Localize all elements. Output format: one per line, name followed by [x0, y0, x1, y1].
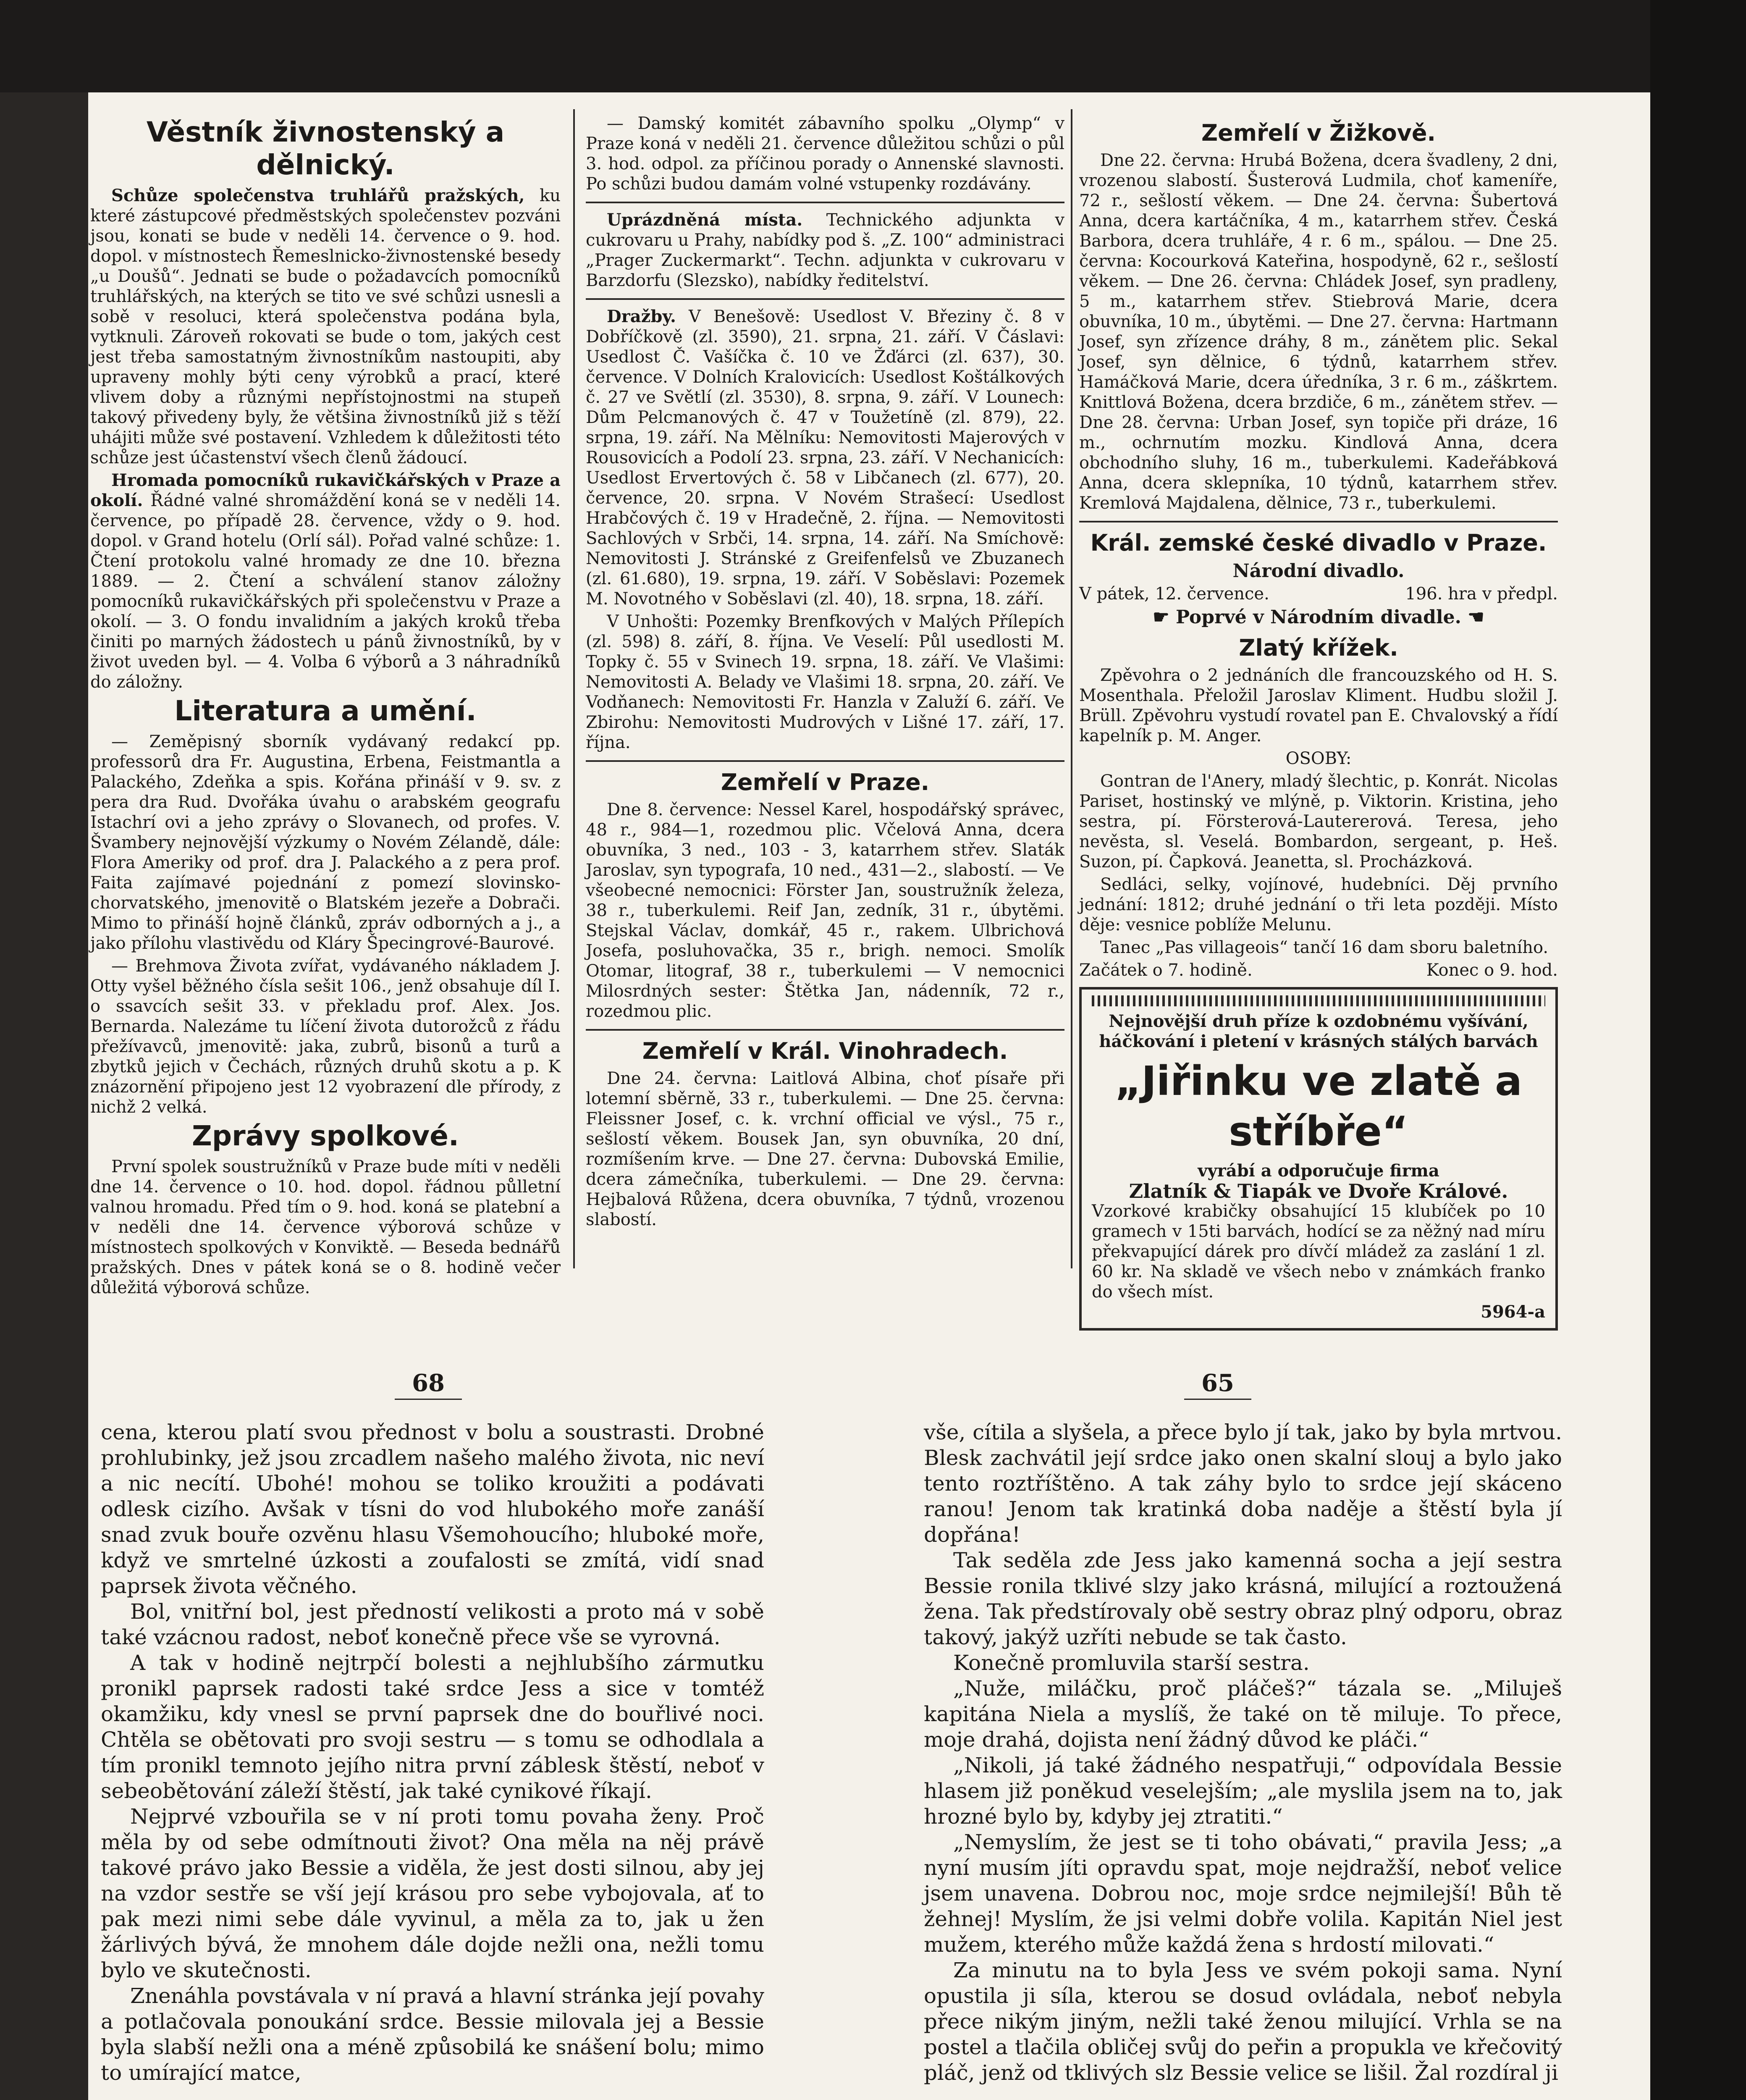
novel-paragraph: Za minutu na to byla Jess ve svém pokoji sama. Nyní opustila ji síla, kterou se dosud ovládala, neboť nebyla přece nikým jiným, nežli také ženou milující. Vrhla se na postel a tlačila obličej svůj do peřin a propukla ve křečovitý pláč, jenž od tklivých slz Bessie velice se lišil. Žal rozdíral ji	[924, 1958, 1562, 2085]
ad-text: Vzorkové krabičky obsahující 15 klubíček po 10 gramech v 15ti barvách, hodící se za něžný nad míru překvapující dárek pro dívčí mládež za zaslání 1 zl. 60 kr. Na skladě ve všech nebo v známkách franko do všech míst.	[1092, 1202, 1545, 1302]
ad-title: „Jiřinku ve zlatě a stříbře“	[1115, 1058, 1522, 1155]
novel-paragraph: „Nemyslím, že jest se ti toho obávati,“ pravila Jess; „a nyní musím jíti opravdu spat, moje nejdražší, neboť velice jsem unavena. Dobrou noc, moje srdce nejmilejší! Bůh tě žehnej! Myslím, že jsi velmi dobře volila. Kapitán Niel jest mužem, kterého může každá žena s hrdostí milovati.“	[924, 1830, 1562, 1957]
divider	[586, 298, 1064, 300]
column-1	[90, 113, 561, 1300]
ad-intro: Nejnovější druh příze k ozdobnému vyšívání, háčkování i pletení v krásných stálých barvách	[1099, 1011, 1538, 1051]
premiere-line	[1079, 606, 1558, 628]
paragraph: Dne 24. června: Laitlová Albina, choť písaře při lotemní sběrně, 33 r., tuberkulemi. — Dne 25. června: Fleissner Josef, c. k. vrchní official ve výsl., 75 r., sešlostí věkem. Bousek Jan, syn obuvníka, 20 dní, rozmíšením krve. — Dne 27. června: Dubovská Emilie, dcera zámečníka, tuberkulemi. — Dne 29. června: Hejbalová Růžena, dcera obuvníka, 7 týdnů, vrozenou slabostí.	[586, 1069, 1064, 1229]
novel-paragraph: „Nikoli, já také žádného nespatřuji,“ odpovídala Bessie hlasem již poněkud veselejším; „ale myslila jsem na to, jak hrozné bylo by, kdyby jej ztratiti.“	[924, 1753, 1562, 1829]
heading-zpravy: Zprávy spolkové.	[191, 1120, 459, 1152]
page-number-rule	[1184, 1399, 1251, 1400]
paragraph: — Zeměpisný sborník vydávaný redakcí pp. professorů dra Fr. Augustina, Erbena, Feistmantla a Palackého, Zdeňka a spis. Kořána přináší v 9. sv. z pera dra Rud. Dvořáka úvahu o arabském geografu Istachrí ovi a jeho zprávy o Slovanech, od profes. V. Švambery nejnovější výzkumy o Novém Zélandě, dále: Flora Ameriky od prof. dra J. Palackého a z pera prof. Faita zajímavé pojednání z pomezí slovinsko-chorvatského, jmenovitě o Blatském jezeře a Dobrači. Mimo to přináší hojně článků, zpráv odborných a j., a jako přílohu vlastivědu od Kláry Špecingrové-Baurové.	[90, 732, 561, 953]
paragraph: Tanec „Pas villageois“ tančí 16 dam sboru baletního.	[1100, 938, 1549, 957]
page-number-rule	[395, 1399, 462, 1400]
item-text: V Benešově: Usedlost V. Březiny č. 8 v Dobříčkově (zl. 3590), 21. srpna, 21. září. V Čáslavi: Usedlost Č. Vašíčka č. 10 ve Žďárci (zl. 637), 30. července. V Dolních Kralovicích: Usedlost Koštálkových č. 27 ve Světlí (zl. 3530), 8. srpna, 9. září. V Lounech: Dům Pelcmanových č. 47 v Toužetíně (zl. 879), 22. srpna, 19. září. Na Mělníku: Nemovitosti Majerových v Rousovicích a Podolí 23. srpna, 23. září. V Nechanicích: Usedlost Ervertových č. 58 v Libčanech (zl. 677), 20. července, 20. srpna. V Novém Strašecí: Usedlost Hrabčových č. 19 v Hradečně, 2. října. — Nemovitosti Sachlových v Srbči, 14. srpna, 14. září. Na Smíchově: Nemovitosti J. Stránské z Greifenfelsů ve Zbuzanech (zl. 61.680), 19. srpna, 19. září. V Soběslavi: Pozemek M. Novotného v Soběslavi (zl. 40), 18. srpna, 18. září.	[586, 307, 1064, 609]
novel-paragraph: Konečně promluvila starší sestra.	[953, 1651, 1310, 1675]
pointing-hand-icon: ☚	[1461, 606, 1484, 628]
paragraph: Sedláci, selky, vojínové, hudebníci. Děj prvního jednání: 1812; druhé jednání o tři leta později. Místo děje: vesnice poblíže Melunu.	[1079, 875, 1558, 934]
cast-label: OSOBY:	[1285, 749, 1352, 768]
program-end: Konec o 9. hod.	[1426, 961, 1558, 980]
heading-zemreli-vinohrady: Zemřelí v Král. Vinohradech.	[642, 1038, 1008, 1064]
column-divider	[1071, 109, 1072, 1268]
paragraph: Zpěvohra o 2 jednáních dle francouzského od H. S. Mosenthala. Přeložil Jaroslav Kliment. Hudbu složil J. Brüll. Zpěvohru vystudí rovatel pan E. Chvalovský a řídí kapelník p. M. Anger.	[1079, 666, 1558, 746]
page-number-left: 68	[412, 1369, 445, 1397]
novel-column-left	[101, 1420, 764, 2086]
novel-paragraph: „Nuže, miláčku, proč pláčeš?“ tázala se. „Miluješ kapitána Niela a myslíš, že také on tě miluje. To přece, moje drahá, dojista není žádný důvod ke pláči.“	[924, 1676, 1562, 1752]
heading-divadlo: Král. zemské české divadlo v Praze.	[1090, 530, 1547, 556]
pointing-hand-icon: ☛	[1153, 606, 1176, 628]
ad-made-by: vyrábí a odporučuje firma	[1198, 1161, 1439, 1181]
paragraph: Gontran de l'Anery, mladý šlechtic, p. Konrát. Nicolas Pariset, hostinský ve mlýně, p. Viktorin. Kristina, jeho sestra, pí. Försterová-Lautererová. Teresa, jeho nevěsta, sl. Veselá. Bombardon, sergeant, p. Heš. Suzon, pí. Čapková. Jeanetta, sl. Procházková.	[1079, 772, 1558, 872]
ad-firm: Zlatník & Tiapák ve Dvoře Králové.	[1129, 1180, 1508, 1202]
paragraph: První spolek soustružníků v Praze bude míti v neděli dne 14. července o 10. hod. dopol. řádnou půlletní valnou hromadu. Před tím o 9. hod. koná se platební a v neděli dne 14. července výborová schůze v místnostech spolkových v Konviktě. — Beseda bednářů pražských. Dnes v pátek koná se o 8. hodině večer důležitá výborová schůze.	[90, 1157, 561, 1297]
column-divider	[573, 109, 575, 1268]
play-title: Zlatý křížek.	[1239, 635, 1398, 661]
paragraph: Dne 22. června: Hrubá Božena, dcera švadleny, 2 dni, vrozenou slabostí. Šusterová Ludmila, choť kameníře, 72 r., sešlostí věkem. — Dne 24. června: Šubertová Anna, dcera kartáčníka, 4 m., katarrhem střev. Česká Barbora, dcera truhláře, 4 r. 6 m., spálou. — Dne 25. června: Kocourková Kateřina, hospodyně, 62 r., sešlostí věkem. — Dne 26. června: Chládek Josef, syn pradleny, 5 m., katarrhem střev. Stiebrová Marie, dcera obuvníka, 10 m., úbytěmi. — Dne 27. června: Hartmann Josef, syn zřízence dráhy, 8 m., zánětem plic. Sekal Josef, syn dělnice, 6 týdnů, katarrhem střev. Hamáčková Marie, dcera úředníka, 3 r. 6 m., záškrtem. Knittlová Božena, dcera brzdiče, 6 m., zánětem střev. — Dne 28. června: Urban Josef, syn topiče při dráze, 16 m., ochrnutím mozku. Kindlová Anna, dcera obchodního sluhy, 16 m., tuberkulemi. Kadeřábková Anna, dcera sklepníka, 10 týdnů, katarrhem střev. Kremlová Majdalena, dělnice, 73 r., tuberkulemi.	[1079, 151, 1558, 513]
program-subscription: 196. hra v předpl.	[1405, 584, 1558, 604]
novel-paragraph: A tak v hodině nejtrpčí bolesti a nejhlubšího zármutku pronikl paprsek radosti také srdce Jess a sice v tomtéž okamžiku, kdy vnesl se první paprsek dne do bouřlivé noci. Chtěla se obětovati pro svoji sestru — s tomu se odhodlala a tím pronikl temnoto jejího nitra první záblesk štěstí, neboť v sebeobětování záleží štěstí, jak také cynikové říkají.	[101, 1651, 764, 1803]
item-text: Řádné valné shromáždění koná se v neděli 14. července, po případě 28. července, vždy o 9. hod. dopol. v Grand hotelu (Orlí sál). Pořad valné schůze: 1. Čtení protokolu valné hromady ze dne 10. března 1889. — 2. Čtení a schválení stanov záložny pomocníků rukavičkářských při společenstvu v Praze a okolí. — 3. O fondu invalidním a jakých kroků třeba činiti po marných žádostech u pánů živnostníků, by v život uveden byl. — 4. Volba 6 výborů a 3 náhradníků do záložny.	[90, 491, 561, 692]
item-lead: Uprázdněná místa.	[607, 210, 803, 230]
ad-border-pattern	[1092, 995, 1545, 1006]
subheading-narodni-divadlo: Národní divadlo.	[1232, 560, 1405, 582]
novel-paragraph: Tak seděla zde Jess jako kamenná socha a její sestra Bessie ronila tklivé slzy jako krásná, milující a roztoužená žena. Tak předstírovaly obě sestry obraz plný odporu, obraz takový, jakýž uzříti nebude se tak často.	[924, 1548, 1562, 1649]
novel-paragraph: Nejprvé vzbouřila se v ní proti tomu povaha ženy. Proč měla by od sebe odmítnouti život? Ona měla na něj právě takové právo jako Bessie a viděla, že jest dosti silnou, aby jej na vzdor sestře se vší její krásou pro sebe vybojovala, ať to pak mezi nimi sebe dále vyvinul, a měla za to, jak u žen žárlivých bývá, že mnohem dále dojde nežli ona, nežli tomu bylo ve skutečnosti.	[101, 1804, 764, 1982]
novel-paragraph: Znenáhla povstávala v ní pravá a hlavní stránka její povahy a potlačovala ponoukání srdce. Bessie milovala jej a Bessie byla slabší nežli ona a méně způsobilá ke snášení bolu; mimo to umírající matce,	[101, 1984, 764, 2085]
program-start: Začátek o 7. hodině.	[1079, 961, 1253, 980]
item-lead: Schůze společenstva truhlářů pražských,	[111, 186, 525, 205]
divider	[586, 760, 1064, 762]
scan-top-edge	[0, 0, 1746, 92]
divider	[586, 202, 1064, 203]
program-times	[1079, 960, 1558, 980]
page-number-right: 65	[1201, 1369, 1234, 1397]
novel-paragraph: vše, cítila a slyšela, a přece bylo jí tak, jako by byla mrtvou. Blesk zachvátil její srdce jako onen skalní slouj a bylo jako tento roztříštěno. A tak záhy bylo to srdce její skáceno ranou! Jenom tak kratinká doba naděje a štěstí byla jí dopřána!	[924, 1420, 1562, 1547]
program-date: V pátek, 12. července.	[1079, 584, 1269, 604]
heading-zemreli-praha: Zemřelí v Praze.	[721, 769, 930, 795]
item-text: ku které zástupcové předměstských společenstev pozváni jsou, konati se bude v neděli 14. července o 9. hod. dopol. v místnostech Řemeslnicko-živnostenské besedy „u Doušů“. Jednati se bude o požadavcích pomocníků truhlářských, na kterých se tito ve své schůzi usnesli a sobě v resoluci, která společenstva podána byla, vytknuli. Zároveň rokovati se bude o tom, jakých cest jest třeba samostatným živnostníkům nastoupiti, aby upraveny mohly býti ceny výrobků a prací, které vlivem doby a různými nepřístojnostmi na stupeň takový přivedeny byly, že většina živnostníků již s těží uhájiti může své postavení. Vzhledem k důležitosti této schůze jest účastenství všech členů žádoucí.	[90, 186, 561, 467]
paragraph: Dne 8. července: Nessel Karel, hospodářský správec, 48 r., 984—1, rozedmou plic. Včelová Anna, dcera obuvníka, 3 ned., 103 - 3, katarrhem střev. Slaták Jaroslav, syn typografa, 10 ned., 431—2., slabostí. — Ve všeobecné nemocnici: Förster Jan, soustružník železa, 38 r., tuberkulemi. Reif Jan, zedník, 31 r., úbytěmi. Stejskal Václav, domkář, 45 r., rakem. Ulbrichová Josefa, posluhovačka, 35 r., brigh. nemoci. Smolík Otomar, litograf, 38 r., tuberkulemi — V nemocnici Milosrdných sester: Štětka Jan, nádenník, 72 r., rozedmou plic.	[586, 800, 1064, 1021]
heading-zemreli-zizkov: Zemřelí v Žižkově.	[1201, 120, 1436, 146]
heading-vestnik: Věstník živnostenský a dělnický.	[146, 116, 505, 181]
heading-literatura: Literatura a umění.	[174, 695, 477, 727]
item-lead: Dražby.	[607, 307, 676, 326]
scan-right-edge	[1650, 0, 1746, 2100]
advertisement-box	[1079, 987, 1558, 1331]
ad-code: 5964-a	[1481, 1302, 1545, 1322]
item-lead: Hromada pomocníků rukavičkářských v Praze a okolí.	[90, 470, 561, 510]
novel-column-right	[924, 1420, 1562, 2086]
column-3	[1079, 113, 1558, 1331]
paragraph: — Damský komitét zábavního spolku „Olymp“ v Praze koná v neděli 21. července důležitou schůzi o půl 3. hod. odpol. za příčinou porady o Annenské slavnosti. Po schůzi budou damám volné vstupenky rozdávány.	[586, 114, 1064, 194]
divider	[1079, 521, 1558, 522]
item-text: Technického adjunkta v cukrovaru u Prahy, nabídky pod š. „Z. 100“ administraci „Prager Zuckermarkt“. Techn. adjunkta v cukrovaru v Barzdorfu (Slezsko), nabídky ředitelství.	[586, 210, 1064, 290]
novel-paragraph: Bol, vnitřní bol, jest předností velikosti a proto má v sobě také vzácnou radost, neboť konečně přece vše se vyrovná.	[101, 1599, 764, 1649]
paragraph: — Brehmova Života zvířat, vydávaného nákladem J. Otty vyšel běžného čísla sešit 106., jenž obsahuje díl I. o ssavcích sešit 33. v překladu prof. Alex. Jos. Bernarda. Nalezáme tu líčení života dutorožců z řádu přežívavců, jmenovitě: jaka, zubrů, bisonů a turů a zbytků jejich v Čechách, různých druhů skotu a p. K znázornění připojeno jest 12 vyobrazení dle přírody, z nichž 2 velká.	[90, 956, 561, 1117]
program-date-line	[1079, 584, 1558, 604]
column-2	[586, 113, 1064, 1232]
divider	[586, 1029, 1064, 1031]
novel-paragraph: cena, kterou platí svou přednost v bolu a soustrasti. Drobné prohlubinky, jež jsou zrcadlem našeho malého života, nic neví a nic necítí. Ubohé! mohou se toliko kroužiti a podávati odlesk cizího. Avšak v tísni do vod hlubokého moře zanáší snad zvuk bouře ozvěnu hlasu Všemohoucího; hluboké moře, když ve smrtelné úzkosti a zoufalosti se zmítá, vidí snad paprsek života věčného.	[101, 1420, 764, 1598]
premiere-text: Poprvé v Národním divadle.	[1176, 606, 1461, 628]
paragraph: V Unhošti: Pozemky Brenfkových v Malých Přílepích (zl. 598) 8. září, 8. října. Ve Veselí: Půl usedlosti M. Topky č. 55 v Svinech 19. srpna, 18. září. Ve Vlašimi: Nemovitosti A. Belady ve Vlašimi 18. srpna, 20. září. Ve Vodňanech: Nemovitosti Fr. Hanzla v Zaluží 6. září. Ve Zbirohu: Nemovitosti Mudrových v Lišné 17. září, 17. října.	[586, 612, 1064, 752]
